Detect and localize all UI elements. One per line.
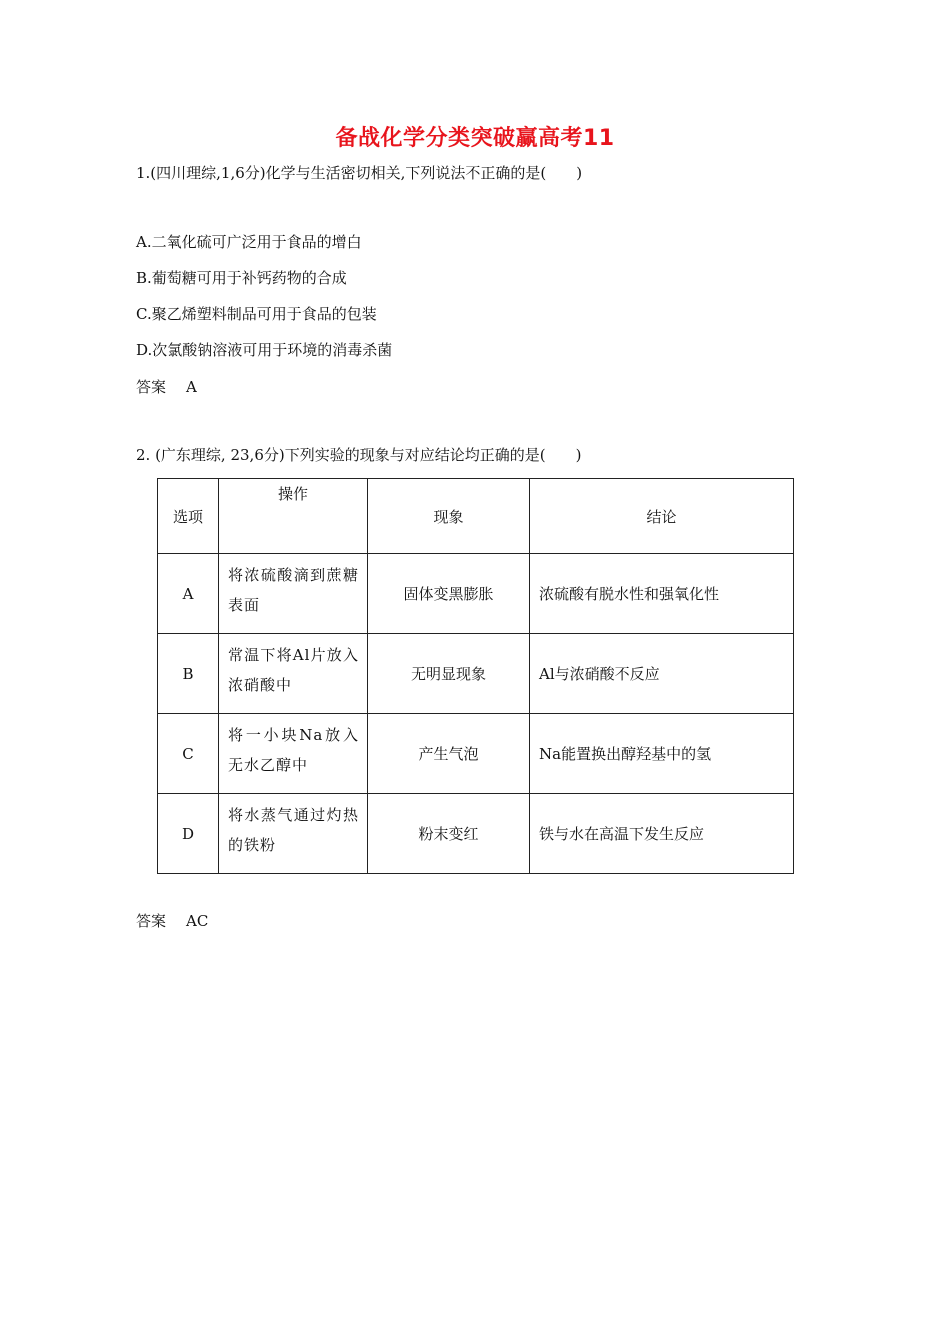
table-header-row [158, 479, 794, 554]
cell-option: D [158, 794, 219, 874]
header-operation: 操作 [219, 479, 368, 554]
table-row [158, 634, 794, 714]
header-phenomenon: 现象 [368, 479, 530, 554]
cell-conclusion: Na能置换出醇羟基中的氢 [530, 714, 794, 794]
header-conclusion: 结论 [530, 479, 794, 554]
cell-operation: 常温下将Al片放入浓硝酸中 [219, 634, 368, 714]
answer-label: 答案 [136, 378, 167, 396]
cell-operation: 将一小块Na放入无水乙醇中 [219, 714, 368, 794]
question-1-stem: 1.(四川理综,1,6分)化学与生活密切相关,下列说法不正确的是( ) [136, 164, 583, 182]
cell-option: C [158, 714, 219, 794]
cell-phenomenon: 无明显现象 [368, 634, 530, 714]
answer-label: 答案 [136, 912, 167, 930]
cell-option: A [158, 554, 219, 634]
cell-operation: 将水蒸气通过灼热的铁粉 [219, 794, 368, 874]
document-title: 备战化学分类突破赢高考11 [335, 126, 615, 151]
cell-conclusion: 浓硫酸有脱水性和强氧化性 [530, 554, 794, 634]
question-2-stem: 2. (广东理综, 23,6分)下列实验的现象与对应结论均正确的是( ) [136, 446, 582, 464]
cell-conclusion: 铁与水在高温下发生反应 [530, 794, 794, 874]
question-1-option-c: C.聚乙烯塑料制品可用于食品的包装 [136, 305, 377, 323]
cell-phenomenon: 产生气泡 [368, 714, 530, 794]
question-1-option-a: A.二氧化硫可广泛用于食品的增白 [136, 233, 362, 251]
table-row [158, 554, 794, 634]
header-option: 选项 [158, 479, 219, 554]
cell-phenomenon: 固体变黑膨胀 [368, 554, 530, 634]
answer-value: AC [186, 912, 209, 930]
answer-value: A [186, 378, 197, 396]
cell-option: B [158, 634, 219, 714]
table-row [158, 714, 794, 794]
question-1-answer [136, 376, 197, 398]
cell-phenomenon: 粉末变红 [368, 794, 530, 874]
cell-conclusion: Al与浓硝酸不反应 [530, 634, 794, 714]
question-1-option-d: D.次氯酸钠溶液可用于环境的消毒杀菌 [136, 341, 393, 359]
question-1-option-b: B.葡萄糖可用于补钙药物的合成 [136, 269, 347, 287]
experiment-table [157, 478, 794, 874]
question-2-answer [136, 910, 208, 932]
cell-operation: 将浓硫酸滴到蔗糖表面 [219, 554, 368, 634]
table-row [158, 794, 794, 874]
